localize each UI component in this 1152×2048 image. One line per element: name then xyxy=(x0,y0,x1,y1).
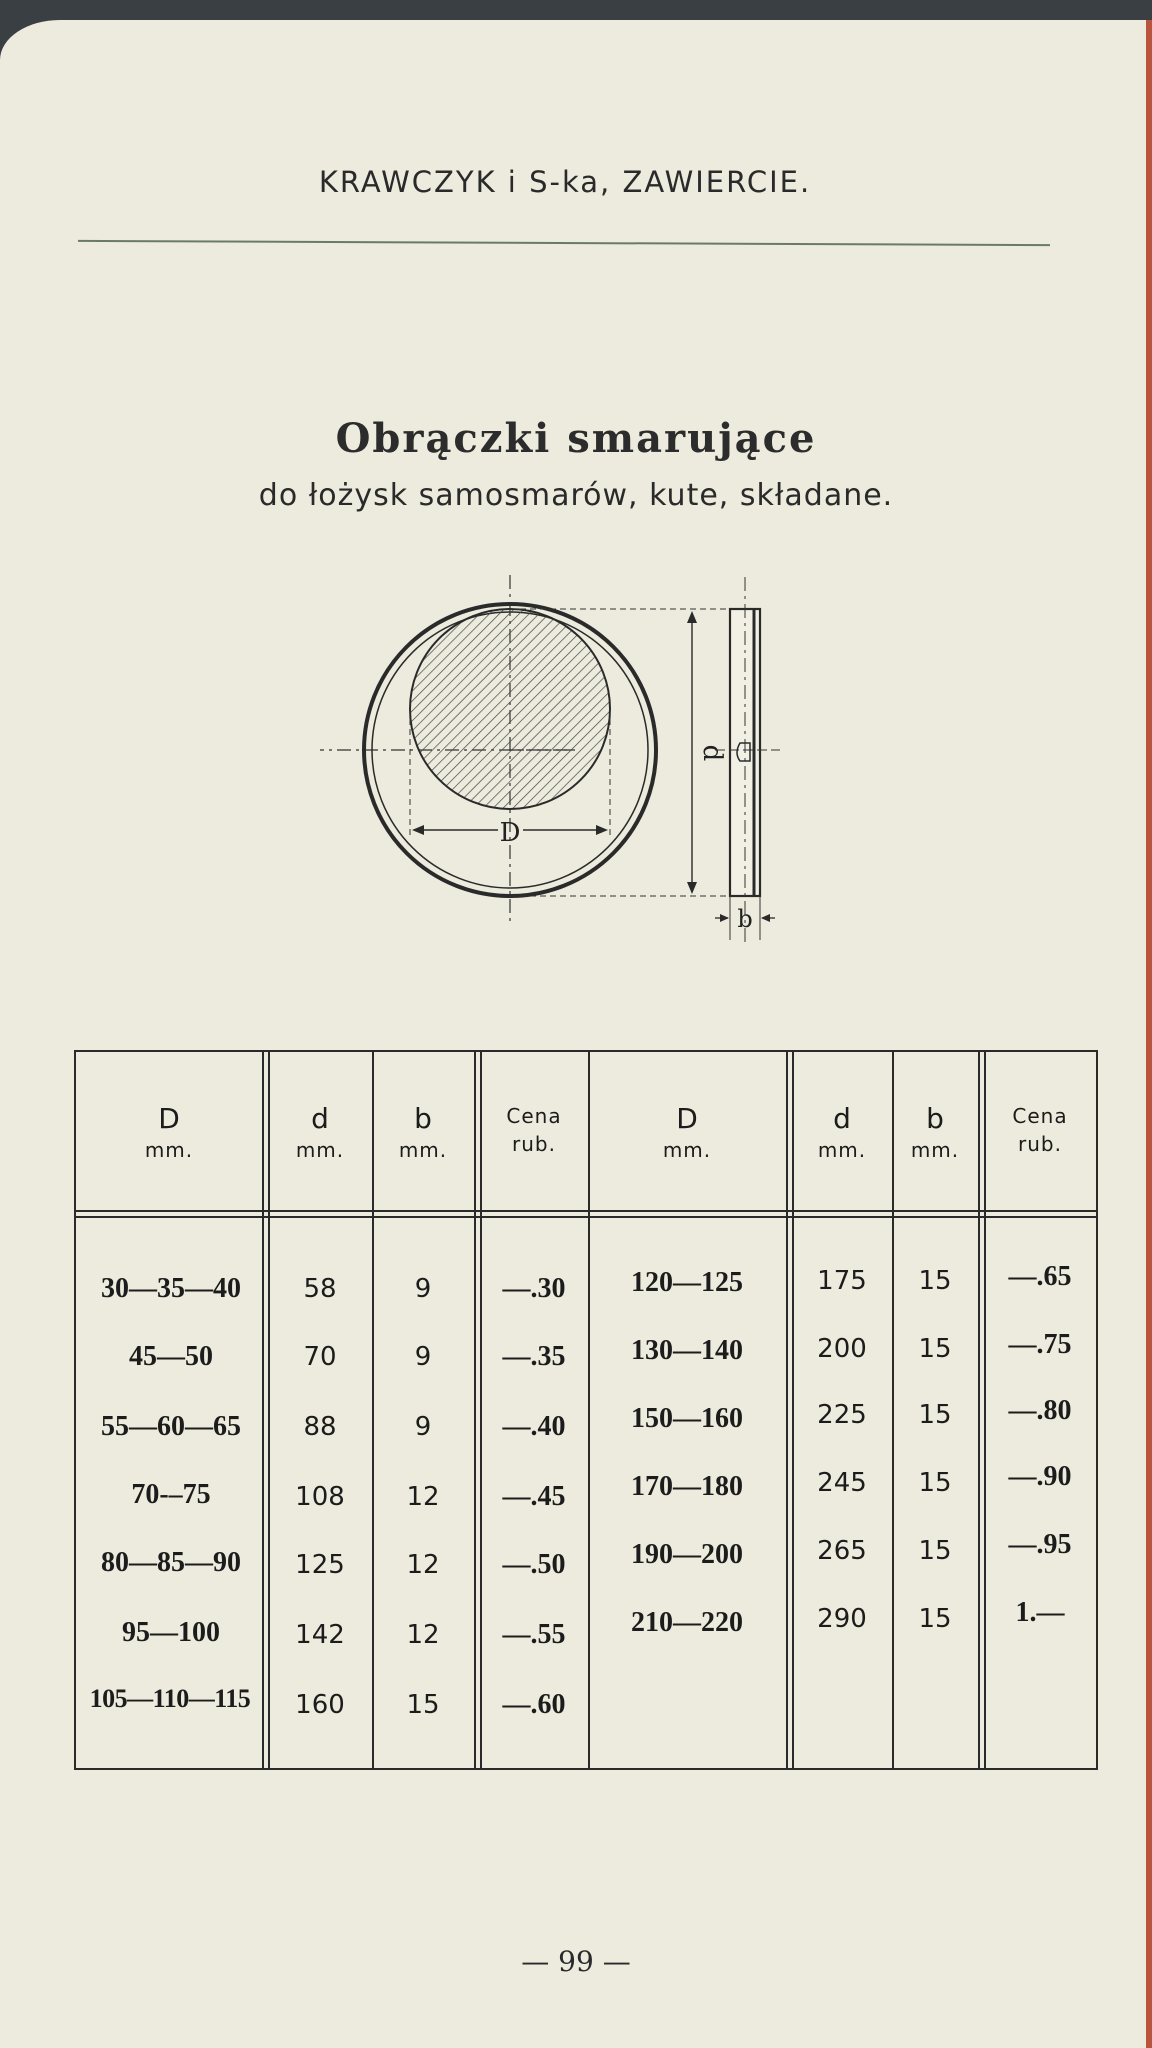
table-cell: 225 xyxy=(817,1400,867,1430)
price-table xyxy=(74,1050,1098,1770)
table-cell: 12 xyxy=(406,1550,440,1580)
table-cell: —.55 xyxy=(502,1619,566,1650)
table-cell: 245 xyxy=(817,1468,867,1498)
shaft-section xyxy=(410,609,610,809)
column-divider xyxy=(978,1052,980,1768)
header-d-right: d mm. xyxy=(817,1102,867,1162)
table-cell: 55—60—65 xyxy=(101,1411,241,1442)
header-b-right: b mm. xyxy=(910,1102,960,1162)
table-cell: 130—140 xyxy=(631,1335,743,1366)
table-cell: 9 xyxy=(414,1342,432,1372)
header-D-left: D mm. xyxy=(144,1102,194,1162)
table-cell: —.95 xyxy=(1008,1529,1072,1560)
table-cell: 12 xyxy=(406,1482,440,1512)
table-cell: 105—110—115 xyxy=(89,1684,251,1713)
page-subtitle: do łożysk samosmarów, kute, składane. xyxy=(258,478,894,513)
table-cell: 58 xyxy=(303,1274,337,1304)
table-cell: 142 xyxy=(295,1620,345,1650)
table-cell: 15 xyxy=(918,1334,952,1364)
table-cell: 45—50 xyxy=(129,1341,213,1372)
table-cell: 290 xyxy=(817,1604,867,1634)
table-cell: 15 xyxy=(918,1266,952,1296)
table-cell: 200 xyxy=(817,1334,867,1364)
table-cell: 190—200 xyxy=(631,1539,743,1570)
header-rule xyxy=(78,240,1050,246)
header-price-left: Cena rub. xyxy=(506,1104,562,1156)
ring-front-view xyxy=(320,575,656,925)
table-cell: —.80 xyxy=(1008,1395,1072,1426)
table-cell: —.30 xyxy=(502,1273,566,1304)
table-cell: 15 xyxy=(918,1468,952,1498)
header-d-left: d mm. xyxy=(295,1102,345,1162)
table-cell: 210—220 xyxy=(631,1607,743,1638)
table-cell: 15 xyxy=(918,1400,952,1430)
diagram-label-d: d xyxy=(697,744,727,762)
table-cell: 150—160 xyxy=(631,1403,743,1434)
table-cell: 120—125 xyxy=(631,1267,743,1298)
table-cell: 30—35—40 xyxy=(101,1273,241,1304)
header-price-right: Cena rub. xyxy=(1012,1104,1068,1156)
table-cell: 1.— xyxy=(1015,1597,1065,1628)
header-D-right: D mm. xyxy=(662,1102,712,1162)
page-title: Obrączki smarujące xyxy=(335,415,817,462)
table-cell: —.50 xyxy=(502,1549,566,1580)
header-divider xyxy=(76,1216,1096,1218)
header-b-left: b mm. xyxy=(398,1102,448,1162)
table-cell: 95—100 xyxy=(122,1617,220,1648)
table-cell: 15 xyxy=(918,1536,952,1566)
table-cell: 175 xyxy=(817,1266,867,1296)
table-cell: —.75 xyxy=(1008,1329,1072,1360)
table-cell: —.60 xyxy=(502,1689,566,1720)
table-cell: —.65 xyxy=(1008,1261,1072,1292)
diagram-label-b: b xyxy=(737,905,753,933)
catalog-page xyxy=(0,20,1152,2048)
table-cell: 265 xyxy=(817,1536,867,1566)
page-header: KRAWCZYK i S-ka, ZAWIERCIE. xyxy=(318,165,812,199)
table-cell: 70 xyxy=(303,1342,337,1372)
table-cell: 80—85—90 xyxy=(101,1547,241,1578)
table-cell: 15 xyxy=(406,1690,440,1720)
table-cell: —.90 xyxy=(1008,1461,1072,1492)
table-cell: 15 xyxy=(918,1604,952,1634)
table-cell: 70-–75 xyxy=(131,1479,211,1510)
table-cell: 170—180 xyxy=(631,1471,743,1502)
table-cell: —.35 xyxy=(502,1341,566,1372)
table-cell: 160 xyxy=(295,1690,345,1720)
header-divider xyxy=(76,1210,1096,1212)
table-cell: 125 xyxy=(295,1550,345,1580)
table-cell: —.45 xyxy=(502,1481,566,1512)
table-cell: —.40 xyxy=(502,1411,566,1442)
table-cell: 88 xyxy=(303,1412,337,1442)
table-cell: 9 xyxy=(414,1412,432,1442)
ring-diagram xyxy=(320,565,820,955)
table-cell: 108 xyxy=(295,1482,345,1512)
table-cell: 12 xyxy=(406,1620,440,1650)
table-cell: 9 xyxy=(414,1274,432,1304)
column-divider xyxy=(786,1052,788,1768)
diagram-label-D: D xyxy=(499,818,521,848)
column-divider xyxy=(474,1052,476,1768)
page-number: — 99 — xyxy=(521,1945,631,1978)
